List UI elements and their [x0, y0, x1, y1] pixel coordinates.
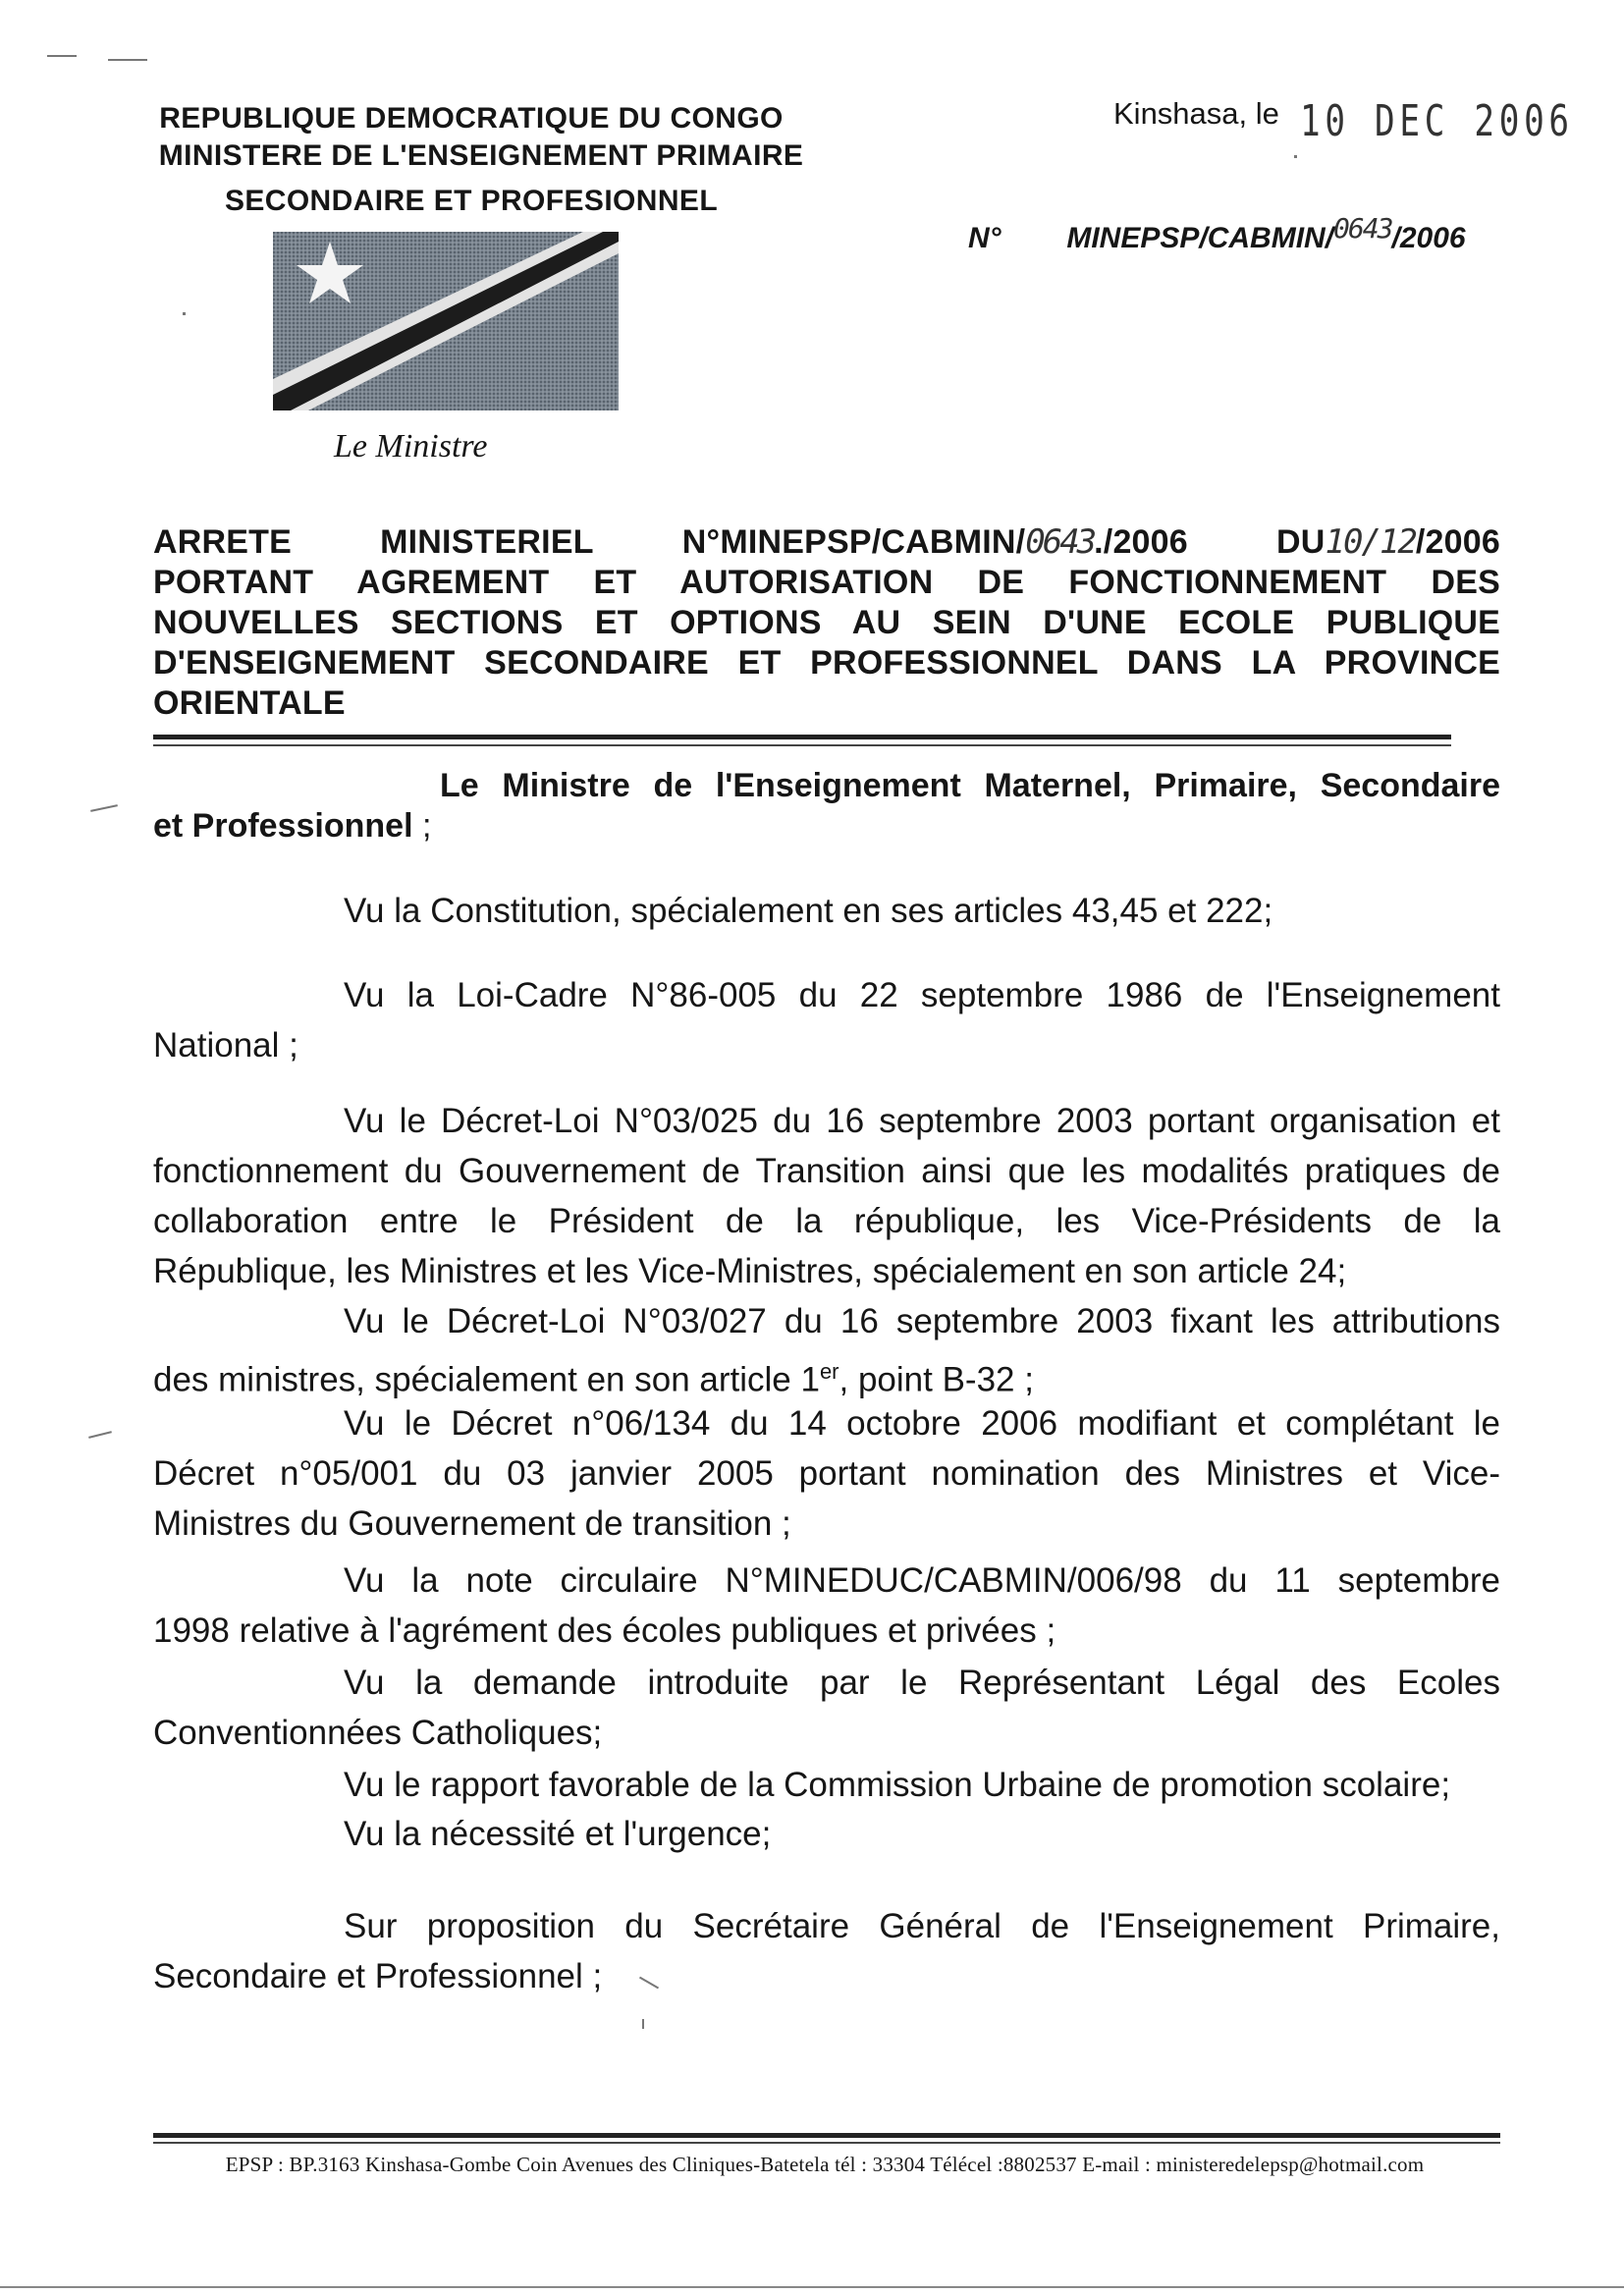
ministry-line-1: MINISTERE DE L'ENSEIGNEMENT PRIMAIRE	[158, 139, 804, 172]
scan-speck	[642, 2019, 644, 2029]
date-stamp: 10 DEC 2006	[1300, 96, 1574, 146]
scan-speck	[47, 55, 77, 57]
considerant-urgence: Vu la nécessité et l'urgence;	[344, 1815, 772, 1853]
title-line-4: D'ENSEIGNEMENT SECONDAIRE ET PROFESSIONNEL DANS LA PROVINCE	[153, 644, 1500, 682]
ref-main: MINEPSP/CABMIN/	[1066, 222, 1334, 254]
minister-line-2: et Professionnel ;	[153, 807, 432, 845]
considerant-decret-loi-025: Vu le Décret-Loi N°03/025 du 16 septembre 2003 portant organisation et fonctionnement du Gouvernement de Transition ainsi que les modalités pratiques de collaboration entre le Président de la république, les Vice-Présidents de la République, les Ministres et les Vice-Ministres, spécialement en son article 24;	[153, 1102, 1500, 1290]
scan-speck	[1294, 155, 1297, 158]
scan-speck	[88, 1431, 112, 1439]
scan-speck	[108, 59, 147, 61]
scan-speck	[183, 312, 186, 315]
ministry-line-2: SECONDAIRE ET PROFESIONNEL	[224, 185, 719, 217]
minister-heading	[153, 766, 1500, 847]
considerant-loi-cadre: Vu la Loi-Cadre N°86-005 du 22 septembre 1986 de l'Enseignement National ;	[153, 976, 1500, 1065]
signatory-label: Le Ministre	[334, 428, 488, 464]
scan-edge-line	[0, 2286, 1624, 2288]
considerant-note-circulaire: Vu la note circulaire N°MINEDUC/CABMIN/006/98 du 11 septembre 1998 relative à l'agrément des écoles publiques et privées ;	[153, 1561, 1500, 1650]
scan-speck	[90, 804, 118, 812]
reference-number	[968, 212, 1466, 255]
considerant-constitution: Vu la Constitution, spécialement en ses articles 43,45 et 222;	[344, 892, 1273, 930]
minister-line-1: Le Ministre de l'Enseignement Maternel, Primaire, Secondaire	[440, 767, 1500, 804]
title-line-3: NOUVELLES SECTIONS ET OPTIONS AU SEIN D'UNE ECOLE PUBLIQUE	[153, 604, 1500, 641]
considerant-decret-06-134: Vu le Décret n°06/134 du 14 octobre 2006 modifiant et complétant le Décret n°05/001 du 03 janvier 2005 portant nomination des Ministres et Vice- Ministres du Gouvernement de transition ;	[153, 1404, 1500, 1543]
decree-title	[153, 522, 1500, 724]
place-label	[1113, 96, 1279, 132]
footer-rule-thin	[153, 2142, 1500, 2144]
place-text: Kinshasa, le	[1113, 96, 1279, 131]
title-line-1: ARRETE MINISTERIEL N°MINEPSP/CABMIN/0643./2006 DU10/12/2006	[153, 522, 1500, 562]
considerant-decret-loi-027: Vu le Décret-Loi N°03/027 du 16 septembre 2003 fixant les attributions des ministres, spécialement en son article 1er, point B-32 ;	[153, 1302, 1500, 1399]
title-line-2: PORTANT AGREMENT ET AUTORISATION DE FONCTIONNEMENT DES	[153, 564, 1500, 601]
title-rule-thick	[153, 735, 1451, 739]
drc-flag-emblem	[273, 232, 619, 410]
considerant-rapport: Vu le rapport favorable de la Commission Urbaine de promotion scolaire;	[344, 1766, 1451, 1804]
ref-year: /2006	[1391, 222, 1466, 254]
considerant-demande: Vu la demande introduite par le Représentant Légal des Ecoles Conventionnées Catholiques;	[153, 1664, 1500, 1752]
ref-prefix: N°	[968, 222, 1001, 254]
title-ref-handwritten: 0643	[1025, 522, 1095, 562]
title-date-handwritten: 10/12	[1325, 522, 1416, 562]
title-rule-thin	[153, 744, 1451, 746]
country-name: REPUBLIQUE DEMOCRATIQUE DU CONGO	[159, 102, 784, 135]
proposition-secretaire-general: Sur proposition du Secrétaire Général de l'Enseignement Primaire, Secondaire et Professionnel ;	[153, 1907, 1500, 1995]
title-line-5: ORIENTALE	[153, 684, 346, 722]
footer-address: EPSP : BP.3163 Kinshasa-Gombe Coin Avenues des Cliniques-Batetela tél : 33304 Télécel :8802537 E-mail : ministeredelepsp@hotmail.com	[225, 2153, 1425, 2176]
ref-handwritten: 0643	[1333, 212, 1392, 245]
footer-rule-thick	[153, 2133, 1500, 2138]
